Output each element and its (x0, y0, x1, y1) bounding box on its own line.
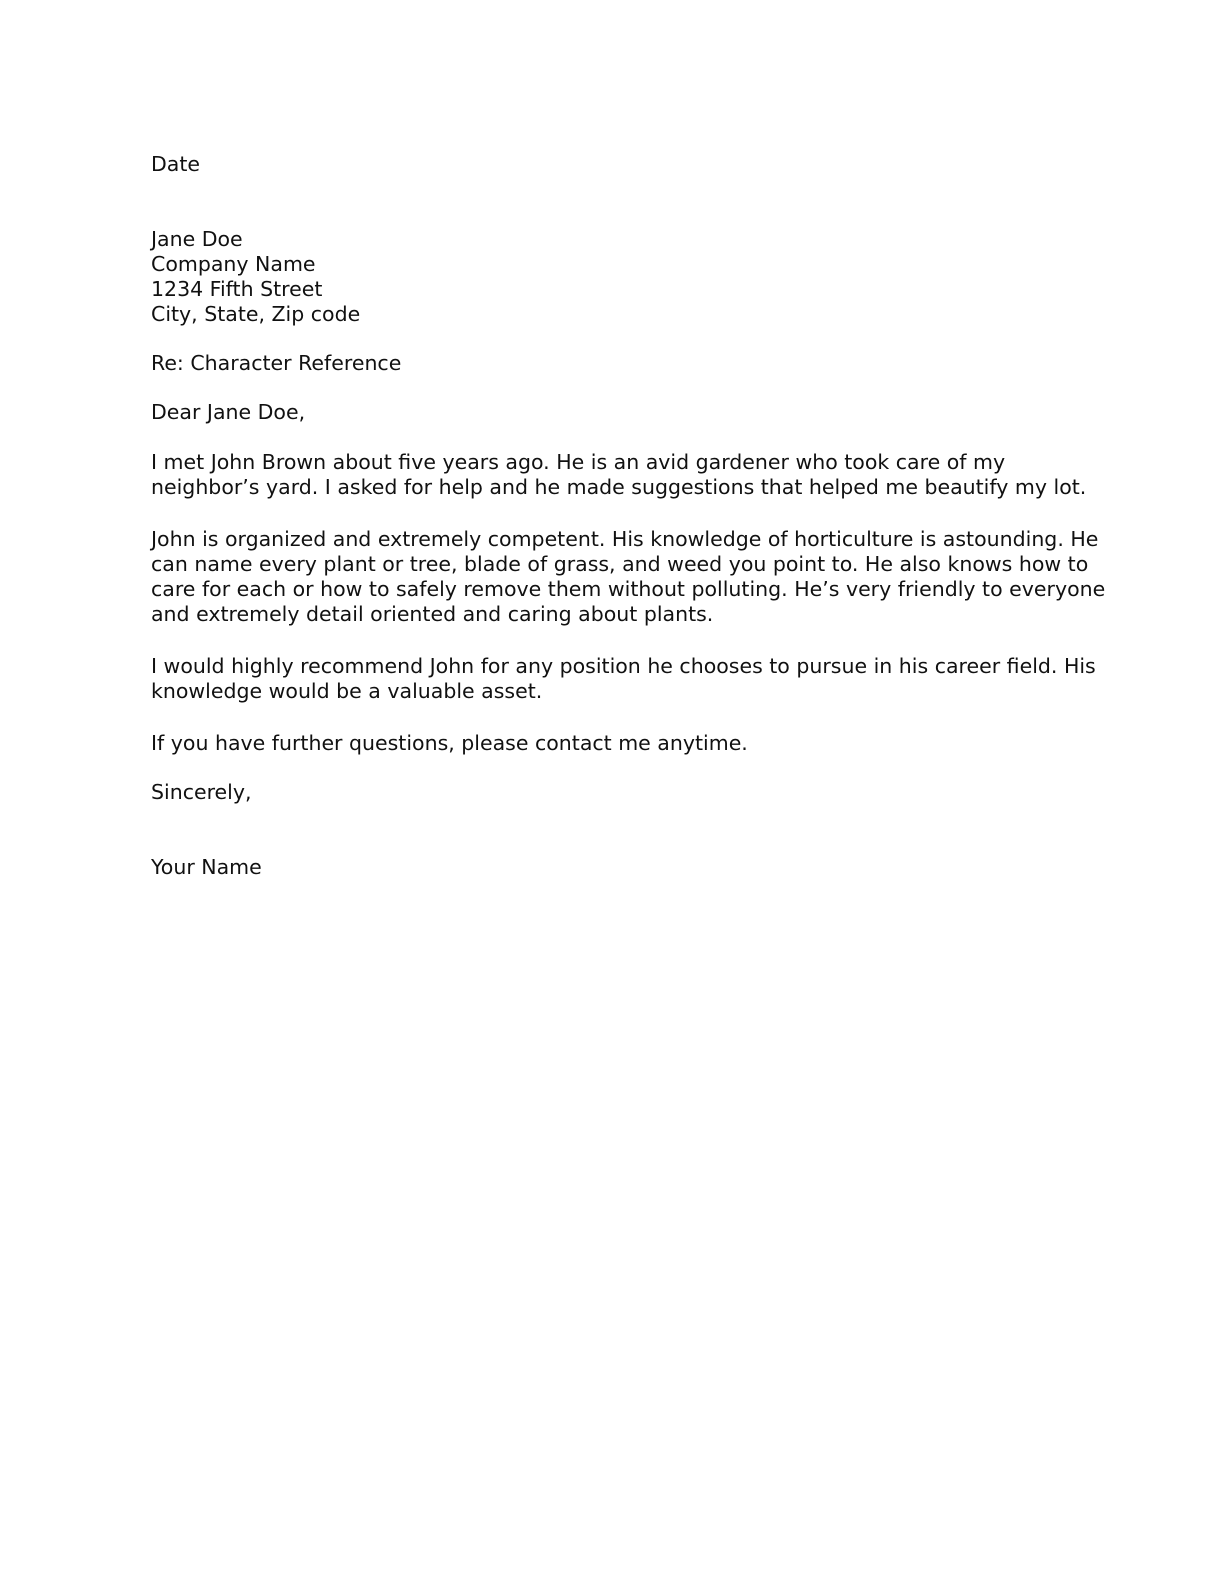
paragraph-line: can name every plant or tree, blade of grass, and weed you point to. He also knows how to (151, 552, 1089, 576)
recipient-address (151, 227, 360, 327)
letter-closing: Sincerely, (151, 780, 252, 804)
body-paragraph (151, 527, 1105, 627)
recipient-city-state-zip: City, State, Zip code (151, 302, 361, 326)
paragraph-line: neighbor’s yard. I asked for help and he made suggestions that helped me beautify my lot. (151, 475, 1087, 499)
letter-subject: Re: Character Reference (151, 351, 402, 375)
recipient-street: 1234 Fifth Street (151, 277, 323, 301)
body-paragraph (151, 654, 1096, 704)
paragraph-line: I would highly recommend John for any position he chooses to pursue in his career field. His (151, 654, 1096, 678)
paragraph-line: and extremely detail oriented and caring about plants. (151, 602, 714, 626)
paragraph-line: care for each or how to safely remove them without polluting. He’s very friendly to everyone (151, 577, 1106, 601)
paragraph-line: John is organized and extremely competent. His knowledge of horticulture is astounding. He (151, 527, 1099, 551)
paragraph-line: If you have further questions, please contact me anytime. (151, 731, 748, 755)
letter-salutation: Dear Jane Doe, (151, 400, 306, 424)
body-paragraph (151, 731, 748, 756)
body-paragraph (151, 450, 1086, 500)
recipient-company: Company Name (151, 252, 316, 276)
paragraph-line: I met John Brown about five years ago. He is an avid gardener who took care of my (151, 450, 1006, 474)
letter-date: Date (151, 152, 200, 176)
paragraph-line: knowledge would be a valuable asset. (151, 679, 543, 703)
letter-signature: Your Name (151, 855, 262, 879)
recipient-name: Jane Doe (151, 227, 243, 251)
